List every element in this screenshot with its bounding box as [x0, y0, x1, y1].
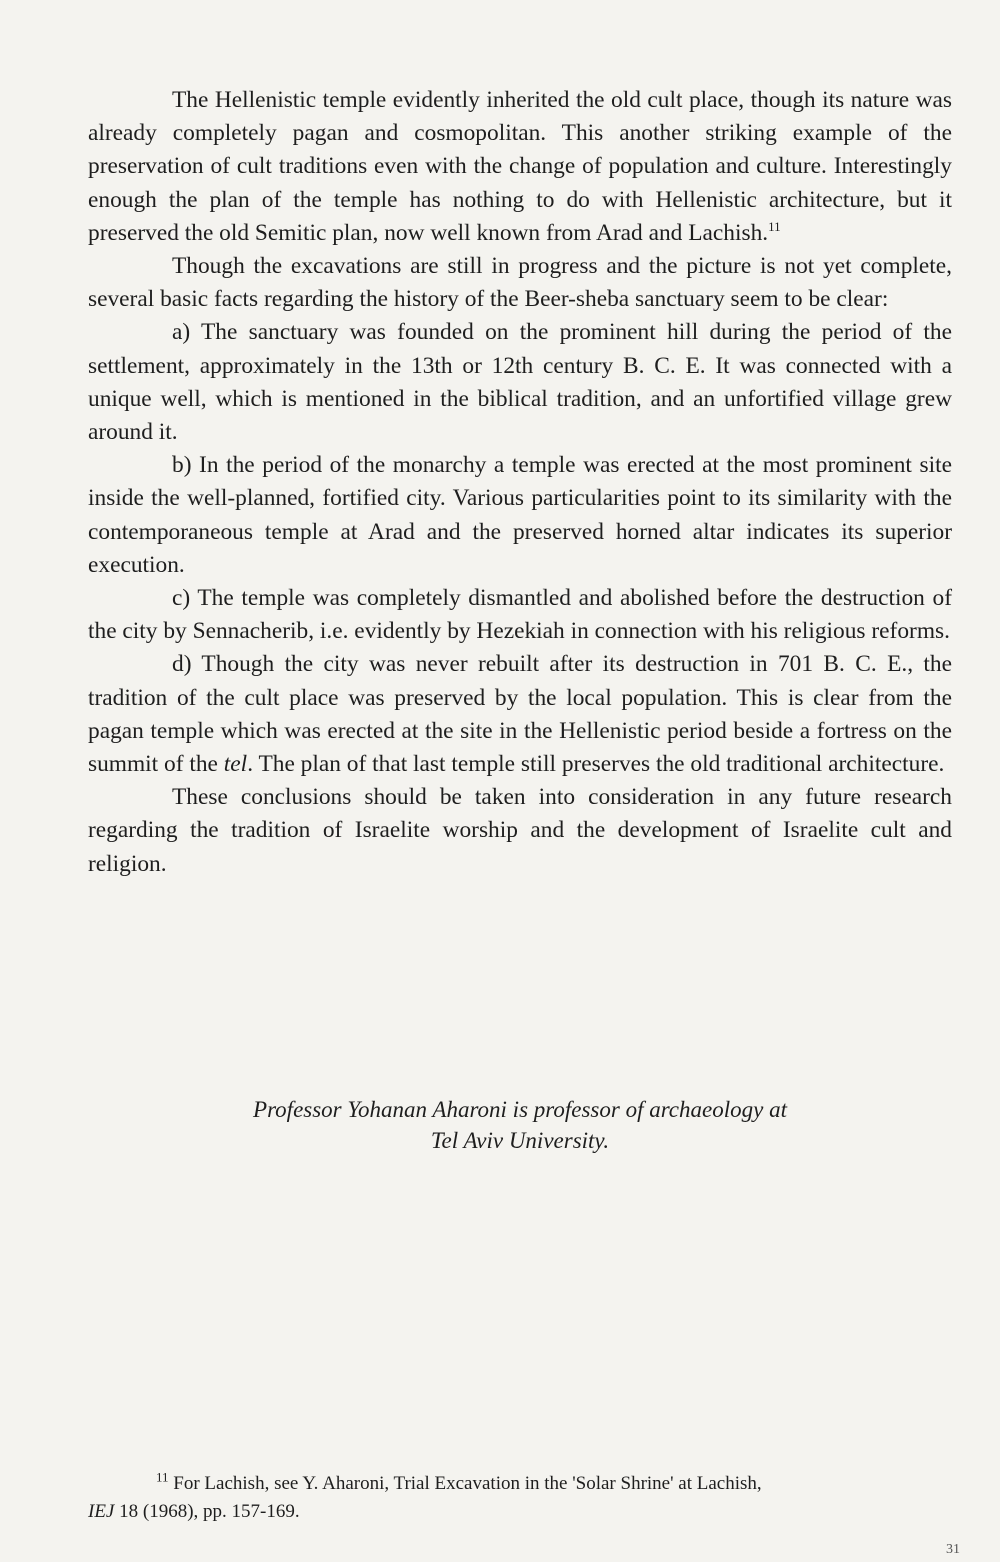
- footnote: [88, 1470, 952, 1526]
- byline-line-1: Professor Yohanan Aharoni is professor of archaeology at: [253, 1097, 787, 1122]
- article-body: [88, 84, 952, 881]
- page-number: 31: [946, 1542, 960, 1557]
- paragraph-hellenistic-temple: The Hellenistic temple evidently inherited the old cult place, though its nature was already completely pagan and cosmopolitan. This another striking example of the preservation of cult traditions even with the change of population and culture. Interestingly enough the plan of the temple has nothing to do with Hellenistic architecture, but it preserved the old Semitic plan, now well known from Arad and Lachish.$^{11}$: [88, 87, 952, 246]
- paragraph-point-b: b) In the period of the monarchy a temple was erected at the most prominent site inside the well-planned, fortified city. Various particularities point to its similarity with the contemporaneous temple at Arad and the preserved horned altar indicates its superior execution.: [88, 452, 952, 578]
- paragraph-conclusions: These conclusions should be taken into consideration in any future research regarding the tradition of Israelite worship and the development of Israelite cult and religion.: [88, 784, 952, 877]
- paragraph-point-a: a) The sanctuary was founded on the prominent hill during the period of the settlement, approximately in the 13th or 12th century B. C. E. It was connected with a unique well, which is mentioned in the biblical tradition, and an unfortified village grew around it.: [88, 319, 952, 446]
- footnote-ref[interactable]: 11: [768, 219, 781, 235]
- tel-term: tel: [223, 751, 248, 778]
- paragraph-point-c: c) The temple was completely dismantled and abolished before the destruction of the city by Sennacherib, i.e. evidently by Hezekiah in connection with his religious reforms.: [88, 585, 952, 645]
- footnote-text: For Lachish, see Y. Aharoni, Trial Excavation in the 'Solar Shrine' at Lachish,: [173, 1473, 762, 1494]
- byline-line-2: Tel Aviv University.: [430, 1128, 610, 1153]
- footnote-number: 11: [156, 1469, 169, 1485]
- paragraph-excavations: Though the excavations are still in progress and the picture is not yet complete, several basic facts regarding the history of the Beer-sheba sanctuary seem to be clear:: [88, 253, 952, 313]
- footnote-journal: IEJ: [88, 1501, 115, 1522]
- footnote-citation: 18 (1968), pp. 157-169.: [119, 1501, 300, 1522]
- author-byline: [88, 1094, 952, 1156]
- paragraph-point-d: d) Though the city was never rebuilt after its destruction in 701 B. C. E., the tradition of the cult place was preserved by the local population. This is clear from the pagan temple which was erected at the site in the Hellenistic period beside a fortress on the summit of the tel. The plan of that last temple still preserves the old traditional architecture.: [88, 651, 952, 778]
